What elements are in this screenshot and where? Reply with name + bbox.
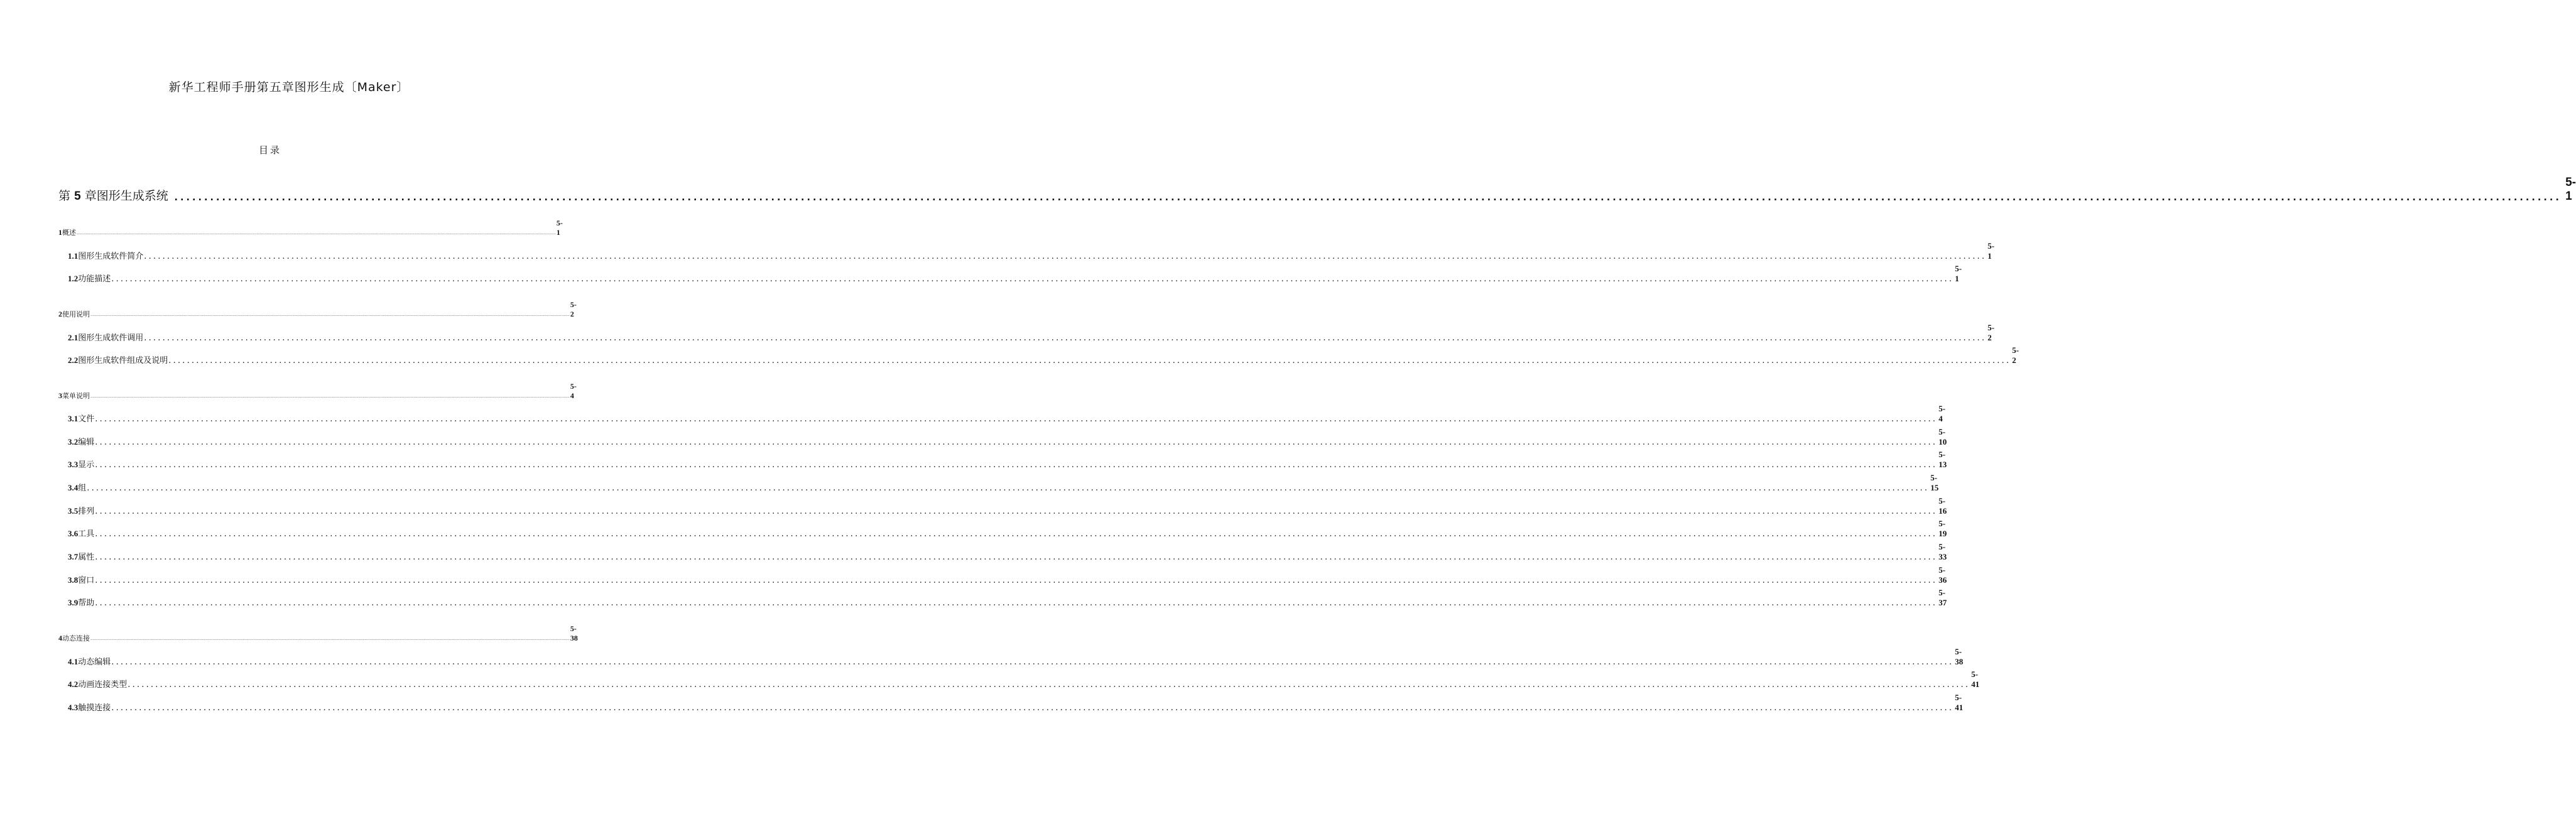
toc-number: 2.1 <box>68 333 79 342</box>
leader-dots: ................................................................................................................................................................................................................................................................................................................................................................................................................ <box>95 507 1938 516</box>
toc-number: 3.8 <box>68 575 79 585</box>
toc-entry-1-1[interactable] <box>58 241 1995 261</box>
leader-dots: ................................................................................................................................................................................................................................................................................................................................................................................................................ <box>90 637 570 641</box>
toc-number: 1.1 <box>68 251 79 261</box>
toc-text: 显示 <box>78 460 95 470</box>
leader-dots: ................................................................................................................................................................................................................................................................................................................................................................................................................ <box>168 356 2011 365</box>
leader-dots: ................................................................................................................................................................................................................................................................................................................................................................................................................ <box>95 438 1938 447</box>
toc-page: 5-41 <box>1955 693 1964 712</box>
toc-heading: 目录 <box>258 144 281 156</box>
toc-chapter-entry[interactable] <box>58 176 2576 203</box>
leader-dots: ................................................................................................................................................................................................................................................................................................................................................................................................................ <box>95 414 1938 424</box>
toc-text: 使用说明 <box>62 310 90 318</box>
toc-number: 2 <box>58 310 62 318</box>
toc-entry-4[interactable] <box>58 624 578 643</box>
toc-number: 2.2 <box>68 355 79 365</box>
toc-number: 3.2 <box>68 437 79 446</box>
toc-page: 5-4 <box>1938 404 1946 423</box>
toc-number: 4.1 <box>68 657 79 666</box>
toc-entry-3-9[interactable] <box>58 588 1947 608</box>
toc-text: 文件 <box>78 414 95 424</box>
toc-page: 5-2 <box>1987 323 1995 342</box>
toc-text: 功能描述 <box>78 274 111 284</box>
leader-dots: ................................................................................................................................................................................................................................................................................................................................................................................................................ <box>95 553 1938 562</box>
leader-dots: ................................................................................................................................................................................................................................................................................................................................................................................................................ <box>111 274 1954 284</box>
toc-page: 5-19 <box>1938 519 1947 538</box>
leader-dots: ................................................................................................................................................................................................................................................................................................................................................................................................................ <box>144 252 1987 261</box>
toc-entry-2-2[interactable] <box>58 345 2019 365</box>
leader-dots: ................................................................................................................................................................................................................................................................................................................................................................................................................ <box>90 313 570 317</box>
toc-text: 动画连接类型 <box>78 680 128 690</box>
leader-dots: ................................................................................................................................................................................................................................................................................................................................................................................................................ <box>77 231 556 235</box>
leader-dots: ................................................................................................................................................................................................................................................................................................................................................................................................................ <box>95 460 1938 470</box>
leader-dots: ................................................................................................................................................................................................................................................................................................................................................................................................................ <box>95 576 1938 585</box>
leader-dots: ................................................................................................................................................................................................................................................................................................................................................................................................................ <box>90 394 570 399</box>
toc-entry-4-2[interactable] <box>58 669 1980 690</box>
leader-dots: ................................................................................................................................................................................................................................................................................................................................................................................................................ <box>128 680 1970 690</box>
toc-text: 动态连接 <box>62 634 90 642</box>
leader-dots: ................................................................................................................................................................................................................................................................................................................................................................................................................ <box>111 703 1954 713</box>
toc-text: 动态编辑 <box>78 657 111 667</box>
toc-entry-3-1[interactable] <box>58 404 1946 424</box>
toc-page: 5-10 <box>1938 427 1947 446</box>
toc-number: 1.2 <box>68 274 79 283</box>
toc-number: 3.4 <box>68 483 79 492</box>
leader-dots: ................................................................................................................................................................................................................................................................................................................................................................................................................ <box>144 333 1987 343</box>
toc-text: 图形生成软件组成及说明 <box>78 356 168 365</box>
toc-page: 5-1 <box>556 219 563 237</box>
toc-page: 5-33 <box>1938 542 1947 561</box>
toc-text: 编辑 <box>78 438 95 447</box>
toc-entry-3-2[interactable] <box>58 427 1947 447</box>
toc-number: 4.3 <box>68 703 79 712</box>
toc-number: 3.1 <box>68 414 79 423</box>
toc-page: 5-13 <box>1938 450 1947 469</box>
toc-page: 5-38 <box>1955 647 1964 666</box>
toc-number: 4 <box>58 634 62 642</box>
toc-entry-3-6[interactable] <box>58 519 1947 539</box>
toc-text: 菜单说明 <box>62 392 90 400</box>
toc-number: 3.3 <box>68 460 79 469</box>
toc-number: 3.7 <box>68 552 79 561</box>
toc-page: 5-37 <box>1938 588 1947 607</box>
toc-entry-3-7[interactable] <box>58 542 1947 562</box>
toc-entry-3-8[interactable] <box>58 565 1947 585</box>
toc-entry-3-3[interactable] <box>58 450 1947 470</box>
toc-page: 5-2 <box>2012 345 2019 365</box>
toc-page: 5-15 <box>1930 473 1939 492</box>
chapter-page-number: 5-1 <box>2565 176 2576 203</box>
toc-page: 5-1 <box>1955 264 1962 283</box>
leader-dots: ................................................................................................................................................................................................................................................................................................................................................................................................................ <box>95 529 1938 539</box>
toc-text: 工具 <box>78 529 95 539</box>
toc-entry-1-2[interactable] <box>58 264 1962 284</box>
toc-page: 5-16 <box>1938 496 1947 516</box>
toc-entry-1[interactable] <box>58 219 563 237</box>
toc-entry-3[interactable] <box>58 382 577 401</box>
toc-entry-4-3[interactable] <box>58 693 1964 713</box>
toc-text: 图形生成软件简介 <box>78 252 144 261</box>
toc-number: 3.5 <box>68 506 79 516</box>
leader-dots: ................................................................................................................................................................................................................................................................................................................................................................................................................ <box>95 598 1938 608</box>
toc-entry-3-5[interactable] <box>58 496 1947 516</box>
toc-page: 5-1 <box>1987 241 1995 261</box>
toc-page: 5-4 <box>570 382 577 400</box>
toc-number: 3 <box>58 391 62 400</box>
toc-text: 窗口 <box>78 576 95 585</box>
toc-text: 组 <box>78 484 87 493</box>
document-title: 新华工程师手册第五章图形生成〔Maker〕 <box>168 80 410 94</box>
toc-number: 3.6 <box>68 529 79 538</box>
toc-text: 帮助 <box>78 598 95 608</box>
toc-entry-2[interactable] <box>58 300 577 319</box>
toc-text: 属性 <box>78 553 95 562</box>
leader-dots: ................................................................................................................................................................................................................................................................................................................................................................................................................ <box>111 657 1954 667</box>
leader-dots: ................................................................................................................................................................................................................................................................................................................................................................................................................ <box>87 484 1930 493</box>
toc-text: 触摸连接 <box>78 703 111 713</box>
toc-number: 3.9 <box>68 598 79 607</box>
toc-entry-2-1[interactable] <box>58 323 1995 343</box>
toc-page: 5-41 <box>1971 669 1980 689</box>
toc-page: 5-38 <box>570 624 578 642</box>
leader-dots: ................................................................................................................................................................................................................................................................................................................................................................................................................ <box>174 190 2562 203</box>
chapter-title: 第 5 章图形生成系统 <box>58 189 168 203</box>
toc-text: 图形生成软件调用 <box>78 333 144 343</box>
toc-number: 4.2 <box>68 679 79 689</box>
toc-text: 排列 <box>78 507 95 516</box>
toc-entry-4-1[interactable] <box>58 647 1964 667</box>
toc-entry-3-4[interactable] <box>58 473 1939 493</box>
toc-number: 1 <box>58 228 62 237</box>
toc-page: 5-2 <box>570 300 577 318</box>
toc-text: 概述 <box>62 229 76 237</box>
toc-page: 5-36 <box>1938 565 1947 585</box>
